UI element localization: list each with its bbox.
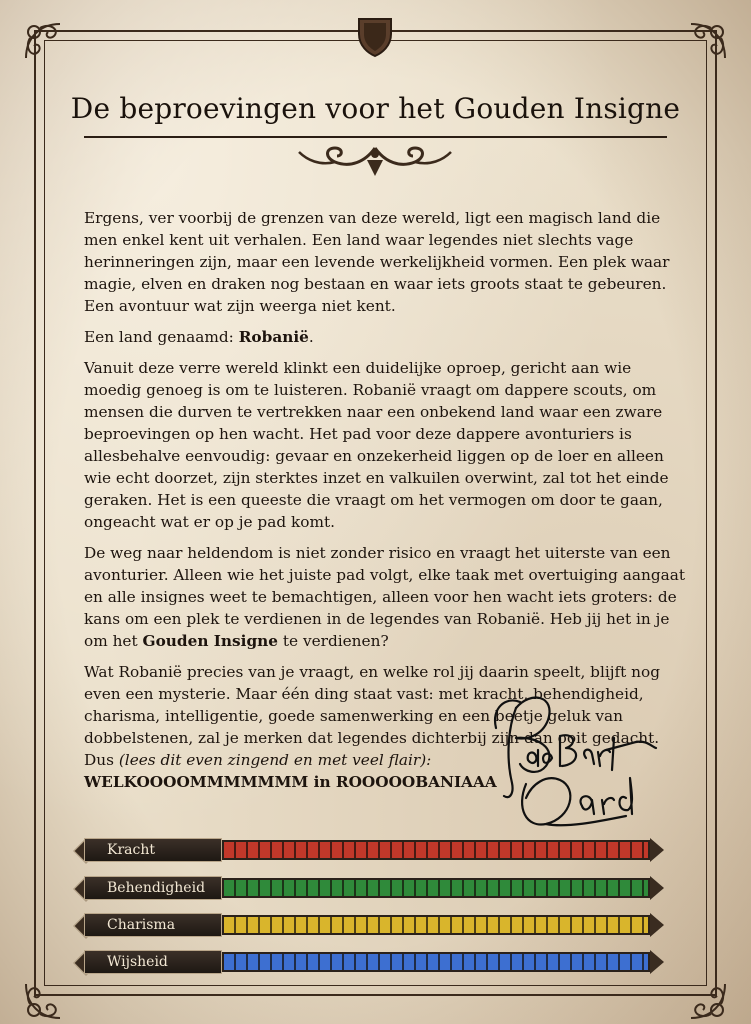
paragraph-3: Vanuit deze verre wereld klinkt een duidelijke oproep, gericht aan wie moedig genoeg is om te luisteren. Robanië vraagt om dappere scouts, om mensen die durven te vertrekken naar een onbekend land waar een zware beproevingen op hen wacht. Het pad voor deze dappere avonturiers is allesbehalve eenvoudig: gevaar en onzekerheid liggen op de loer en alleen wie echt doorzet, zijn sterktes inzet en valkuilen overwint, zal tot het einde geraken. Het is een queeste die vraagt om het vermogen om door te gaan, ongeacht wat er op je pad komt. [84, 359, 669, 531]
paragraph-5-text: Wat Robanië precies van je vraagt, en welke rol jij daarin speelt, blijft nog even een mysterie. Maar één ding staat vast: met kracht, behendigheid, charisma, intelligentie, goede samenwerking en een beetje geluk van dobbelstenen, zal je merken dat legendes dichterbij zijn dan ooit gedacht. Dus [84, 663, 661, 769]
stat-track [222, 915, 650, 935]
stat-track [222, 952, 650, 972]
paragraph-2-text: Een land genaamd: [84, 328, 239, 346]
stat-label: Wijsheid [84, 950, 222, 974]
shield-icon [356, 16, 394, 58]
corner-ornament-top-right [677, 18, 731, 72]
paragraph-2-end: . [308, 328, 314, 346]
signature-text: de Bart [528, 766, 532, 767]
paragraph-4 [84, 542, 686, 652]
paragraph-1: Ergens, ver voorbij de grenzen van deze wereld, ligt een magisch land die men enkel kent uit verhalen. Een land waar legendes niet slechts vage herinneringen zijn, maar een levende werkelijkheid vormen. Een plek waar magie, elven en draken nog bestaan en waar iets groots staat te gebeuren. Een avontuur wat zijn weerga niet kent. [84, 209, 670, 315]
title-divider [84, 136, 667, 138]
stat-bar-behendigheid [84, 876, 664, 900]
corner-ornament-bottom-left [20, 970, 74, 1024]
paragraph-2 [84, 326, 686, 348]
corner-ornament-bottom-right [677, 970, 731, 1024]
welcome-shout: WELKOOOOMMMMMMM in ROOOOOBANIAAA [84, 773, 497, 791]
badge-name: Gouden Insigne [142, 632, 279, 650]
stat-bar-end-cap [650, 876, 664, 900]
handwritten-signature [486, 688, 666, 833]
flourish-ornament-icon [295, 140, 455, 180]
paragraph-4-end: te verdienen? [278, 632, 389, 650]
stat-segments [224, 917, 648, 933]
stat-track [222, 840, 650, 860]
sing-instruction: (lees dit even zingend en met veel flair): [118, 751, 432, 769]
stat-segments [224, 842, 648, 858]
stat-segments [224, 954, 648, 970]
land-name: Robanië [238, 328, 309, 346]
stat-track [222, 878, 650, 898]
stat-segments [224, 880, 648, 896]
stat-label: Charisma [84, 913, 222, 937]
stat-label: Behendigheid [84, 876, 222, 900]
corner-ornament-top-left [20, 18, 74, 72]
stat-bar-charisma [84, 913, 664, 937]
stat-bar-end-cap [650, 950, 664, 974]
stat-bar-end-cap [650, 913, 664, 937]
stat-bar-end-cap [650, 838, 664, 862]
stat-bar-kracht [84, 838, 664, 862]
paragraph-4-text: De weg naar heldendom is niet zonder risico en vraagt het uiterste van een avonturier. Alleen wie het juiste pad volgt, elke taak met overtuiging aangaat en alle insignes weet te bemachtigen, alleen voor hen wacht iets groters: de kans om een plek te verdienen in de legendes van Robanië. Heb jij het in je om het [84, 544, 686, 650]
stat-bar-wijsheid [84, 950, 664, 974]
stat-label: Kracht [84, 838, 222, 862]
page-title: De beproevingen voor het Gouden Insigne [70, 92, 681, 125]
